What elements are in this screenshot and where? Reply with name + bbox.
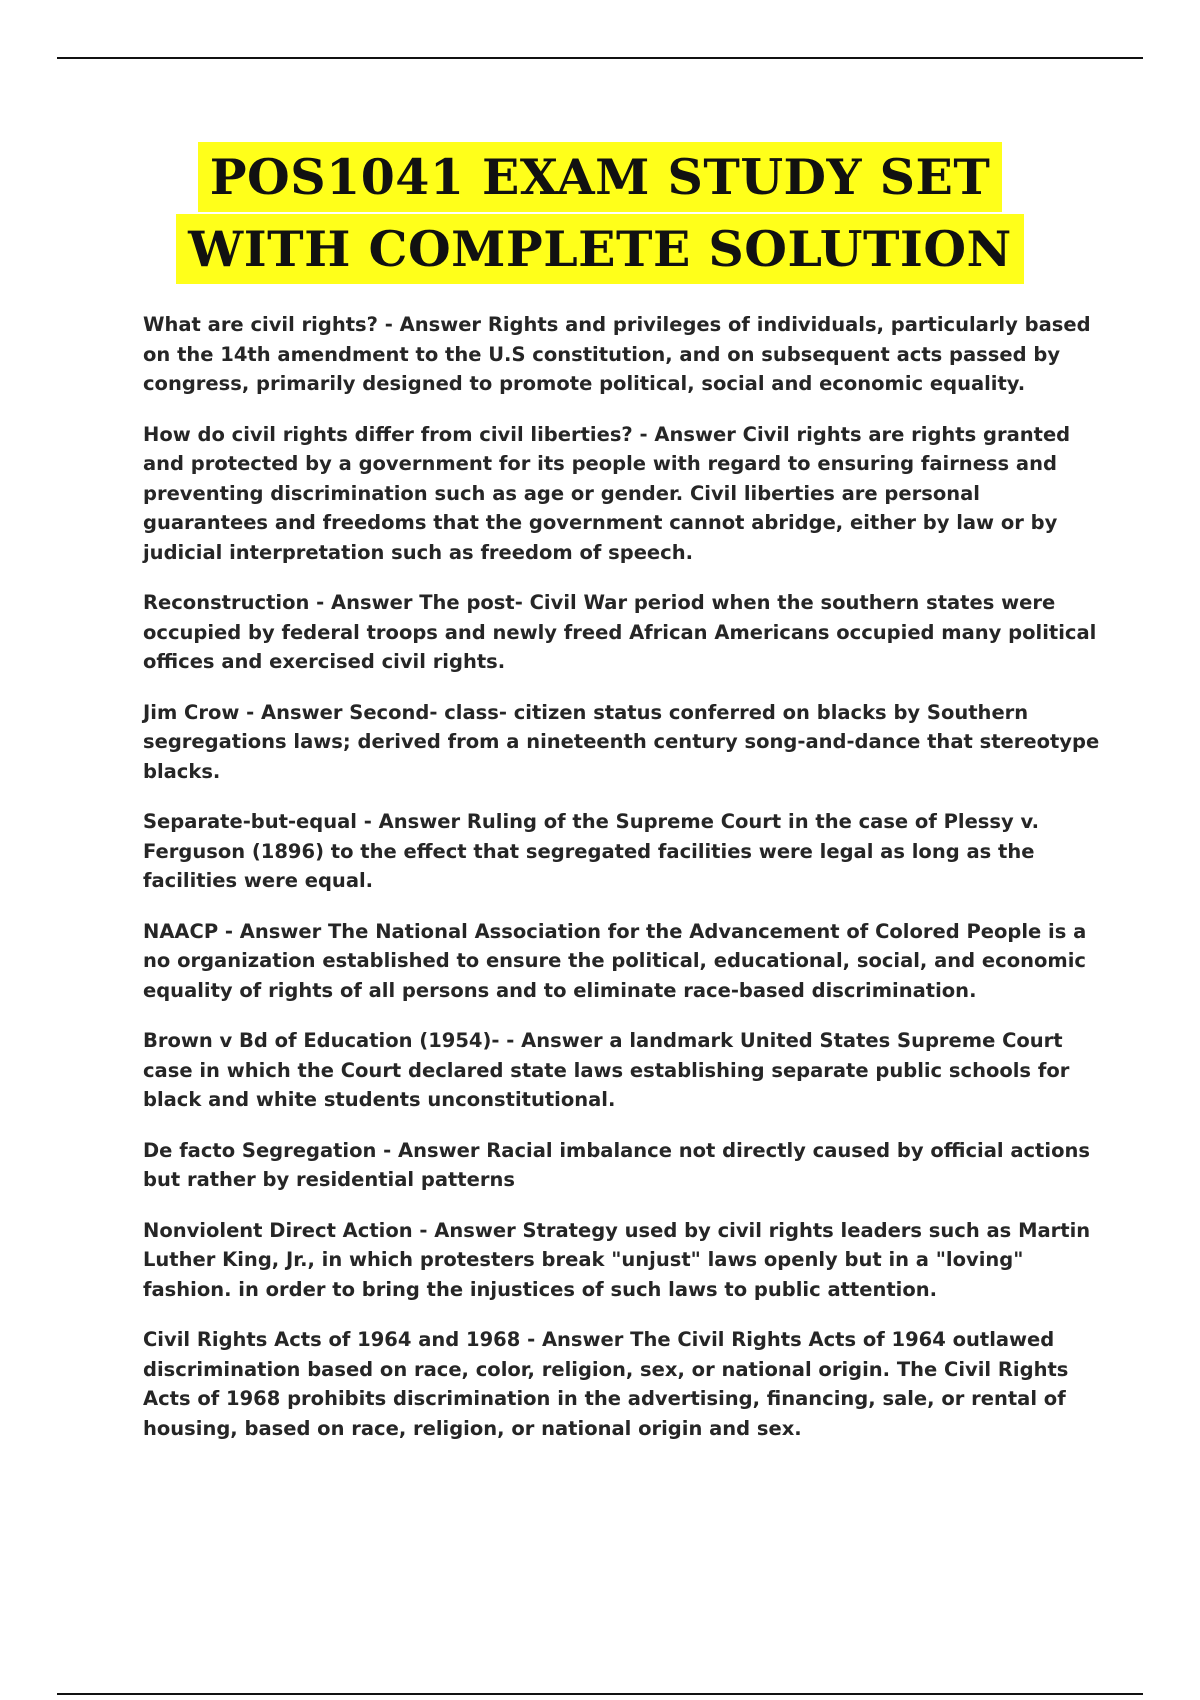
qa-item: NAACP - Answer The National Association for the Advancement of Colored People is a no organization established to ensure the political, educational, social, and economic equality of rights of all persons and to eliminate race-based discrimination.	[143, 919, 1087, 1002]
qa-item: How do civil rights differ from civil liberties? - Answer Civil rights are rights granted and protected by a government for its people with regard to ensuring fairness and preventing discrimination such as age or gender. Civil liberties are personal guarantees and freedoms that the government cannot abridge, either by law or by judicial interpretation such as freedom of speech.	[143, 422, 1071, 564]
document-title	[0, 142, 1200, 286]
qa-item: Reconstruction - Answer The post- Civil War period when the southern states were occupied by federal troops and newly freed African Americans occupied many political offices and exercised civil rights.	[143, 591, 1097, 673]
title-line-2: WITH COMPLETE SOLUTION	[176, 214, 1024, 284]
qa-item: Separate-but-equal - Answer Ruling of the Supreme Court in the case of Plessy v. Ferguson (1896) to the effect that segregated facilities were legal as long as the facilities were equal.	[143, 810, 1040, 892]
qa-item: De facto Segregation - Answer Racial imbalance not directly caused by official actions but rather by residential patterns	[143, 1138, 1090, 1191]
qa-item: Jim Crow - Answer Second- class- citizen status conferred on blacks by Southern segregations laws; derived from a nineteenth century song-and-dance that stereotype blacks.	[143, 700, 1100, 783]
qa-list	[143, 310, 1103, 1464]
qa-item: What are civil rights? - Answer Rights and privileges of individuals, particularly based on the 14th amendment to the U.S constitution, and on subsequent acts passed by congress, primarily designed to promote political, social and economic equality.	[143, 313, 1091, 395]
qa-item: Nonviolent Direct Action - Answer Strategy used by civil rights leaders such as Martin Luther King, Jr., in which protesters break "unjust" laws openly but in a "loving" fashion. in order to bring the injustices of such laws to public attention.	[143, 1218, 1091, 1301]
top-divider	[57, 57, 1143, 59]
title-line-1: POS1041 EXAM STUDY SET	[198, 142, 1003, 212]
qa-item: Civil Rights Acts of 1964 and 1968 - Answer The Civil Rights Acts of 1964 outlawed discrimination based on race, color, religion, sex, or national origin. The Civil Rights Acts of 1968 prohibits discrimination in the advertising, financing, sale, or rental of housing, based on race, religion, or national origin and sex.	[143, 1328, 1069, 1440]
bottom-divider	[57, 1693, 1143, 1695]
qa-item: Brown v Bd of Education (1954)- - Answer a landmark United States Supreme Court case in which the Court declared state laws establishing separate public schools for black and white students unconstitutional.	[143, 1029, 1070, 1111]
